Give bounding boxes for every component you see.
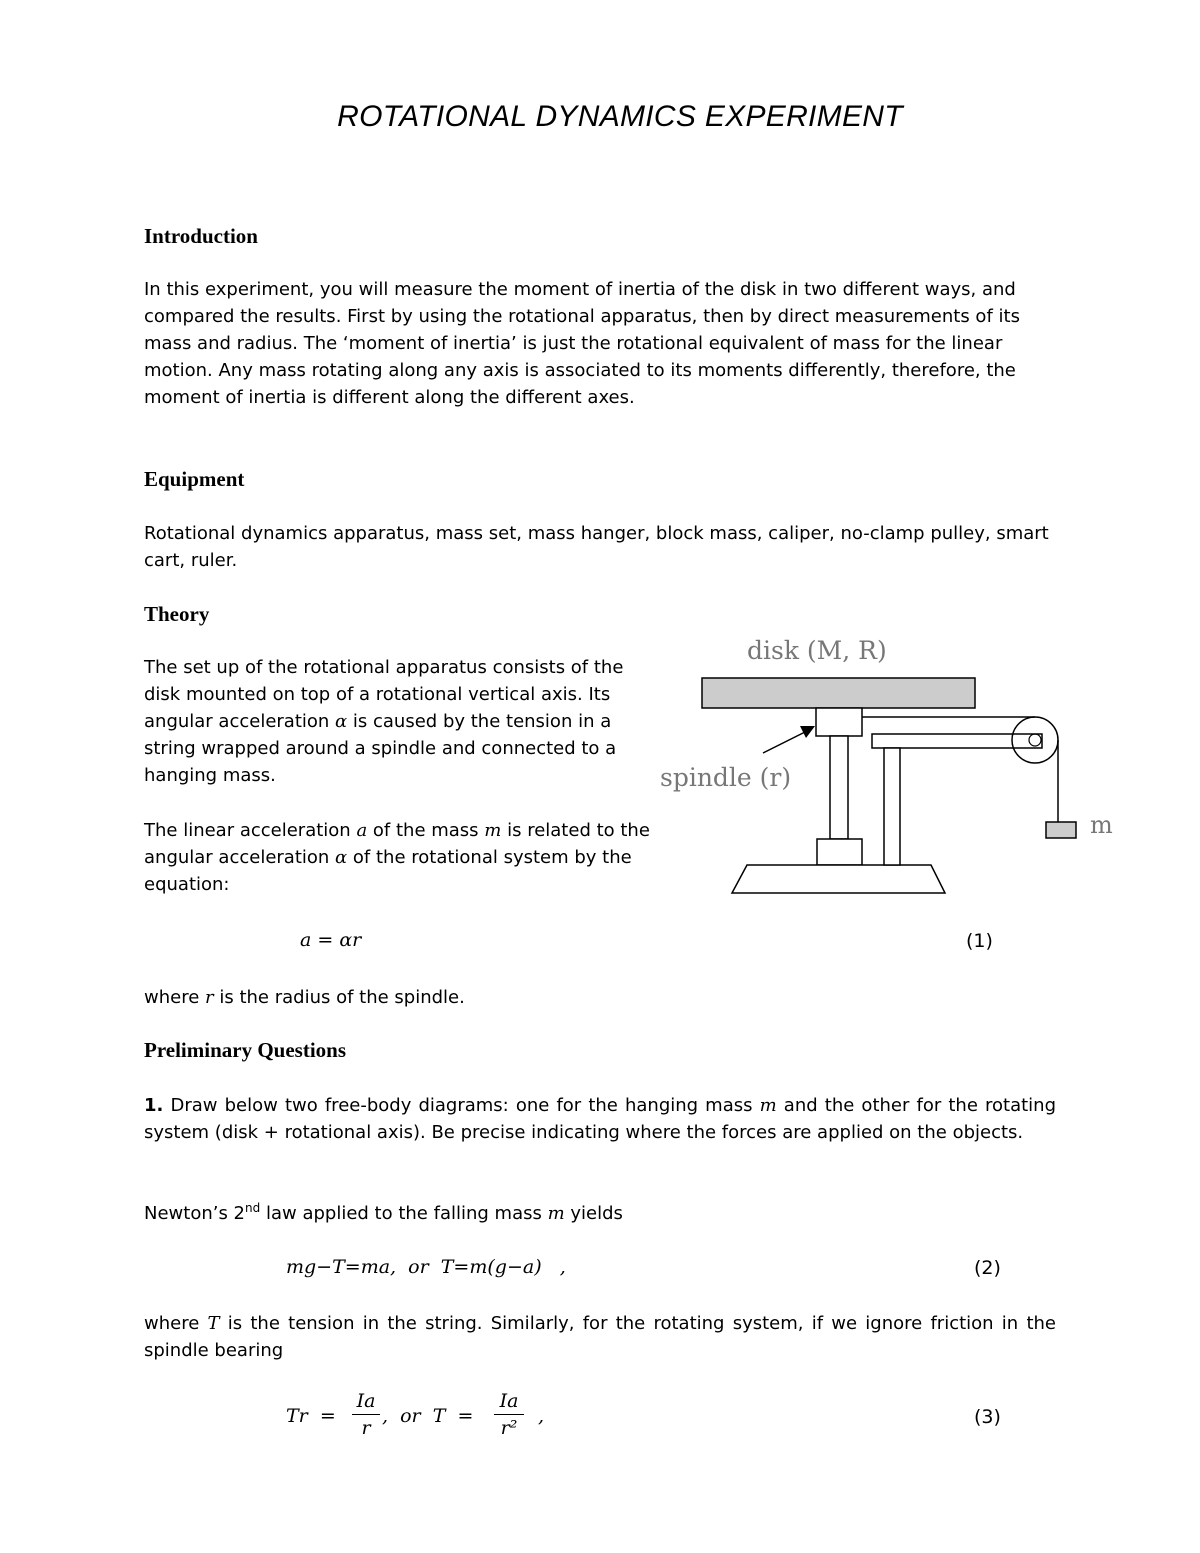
spindle xyxy=(816,708,862,736)
pulley-post xyxy=(884,748,900,865)
base-block xyxy=(817,839,862,865)
question-1: 1. Draw below two free-body diagrams: one for the hanging mass m and the other for the rotating system (disk + rotational axis). Be precise indicating where the forces are applied on the objects. xyxy=(144,1095,1057,1143)
equation-3-middle: , or T = xyxy=(382,1405,474,1427)
equation-3-number: (3) xyxy=(974,1406,1001,1428)
base-plate xyxy=(732,865,945,893)
question-1-number: 1. xyxy=(144,1095,164,1116)
mass-label: m xyxy=(1090,811,1113,839)
theory-paragraph-2: The linear acceleration a of the mass m is related to the angular acceleration α of the rotational system by the equation: xyxy=(144,820,650,895)
apparatus-diagram xyxy=(655,630,1125,910)
equipment-heading: Equipment xyxy=(144,467,245,491)
equation-1-number: (1) xyxy=(966,930,993,952)
newton-text: Newton’s 2nd law applied to the falling mass m yields xyxy=(144,1201,623,1224)
pulley-arm xyxy=(872,734,1042,748)
theory-paragraph-1: The set up of the rotational apparatus consists of the disk mounted on top of a rotational vertical axis. Its angular acceleration α is caused by the tension in a string wrapped around a spindle and connected to a hanging mass. xyxy=(144,657,624,786)
introduction-text: In this experiment, you will measure the moment of inertia of the disk in two different ways, and compared the results. First by using the rotational apparatus, then by direct measurements of its mass and radius. The ‘moment of inertia’ is just the rotational equivalent of mass for the linear motion. Any mass rotating along any axis is associated to its moments differently, therefore, the moment of inertia is different along the different axes. xyxy=(144,279,1020,408)
equation-3-fraction-1: Ia r xyxy=(352,1390,380,1439)
spindle-arrow-shaft xyxy=(763,731,807,753)
spindle-label: spindle (r) xyxy=(660,763,792,792)
introduction-heading: Introduction xyxy=(144,224,258,248)
equation-2-number: (2) xyxy=(974,1257,1001,1279)
disk xyxy=(702,678,975,708)
page-title: ROTATIONAL DYNAMICS EXPERIMENT xyxy=(337,100,903,133)
equipment-text: Rotational dynamics apparatus, mass set, mass hanger, block mass, caliper, no-clamp pulley, smart cart, ruler. xyxy=(144,523,1049,571)
spindle-arrow-head xyxy=(800,726,815,738)
equation-3-fraction-2: Ia r² xyxy=(494,1390,524,1439)
alpha-symbol: α xyxy=(335,711,348,732)
equation-2: mg−T=ma, or T=m(g−a) , xyxy=(286,1256,566,1278)
preliminary-heading: Preliminary Questions xyxy=(144,1038,347,1062)
equation-3-end: , xyxy=(538,1405,545,1427)
equation-1: a = αr xyxy=(300,929,362,951)
spindle-radius-text: where r is the radius of the spindle. xyxy=(144,987,465,1008)
disk-label: disk (M, R) xyxy=(747,636,887,665)
theory-heading: Theory xyxy=(144,602,210,626)
tension-text: where T is the tension in the string. Similarly, for the rotating system, if we ignore friction in the spindle bearing xyxy=(144,1313,1056,1361)
hanging-mass xyxy=(1046,822,1076,838)
vertical-axis xyxy=(830,736,848,839)
equation-3-left: Tr = xyxy=(286,1405,336,1427)
